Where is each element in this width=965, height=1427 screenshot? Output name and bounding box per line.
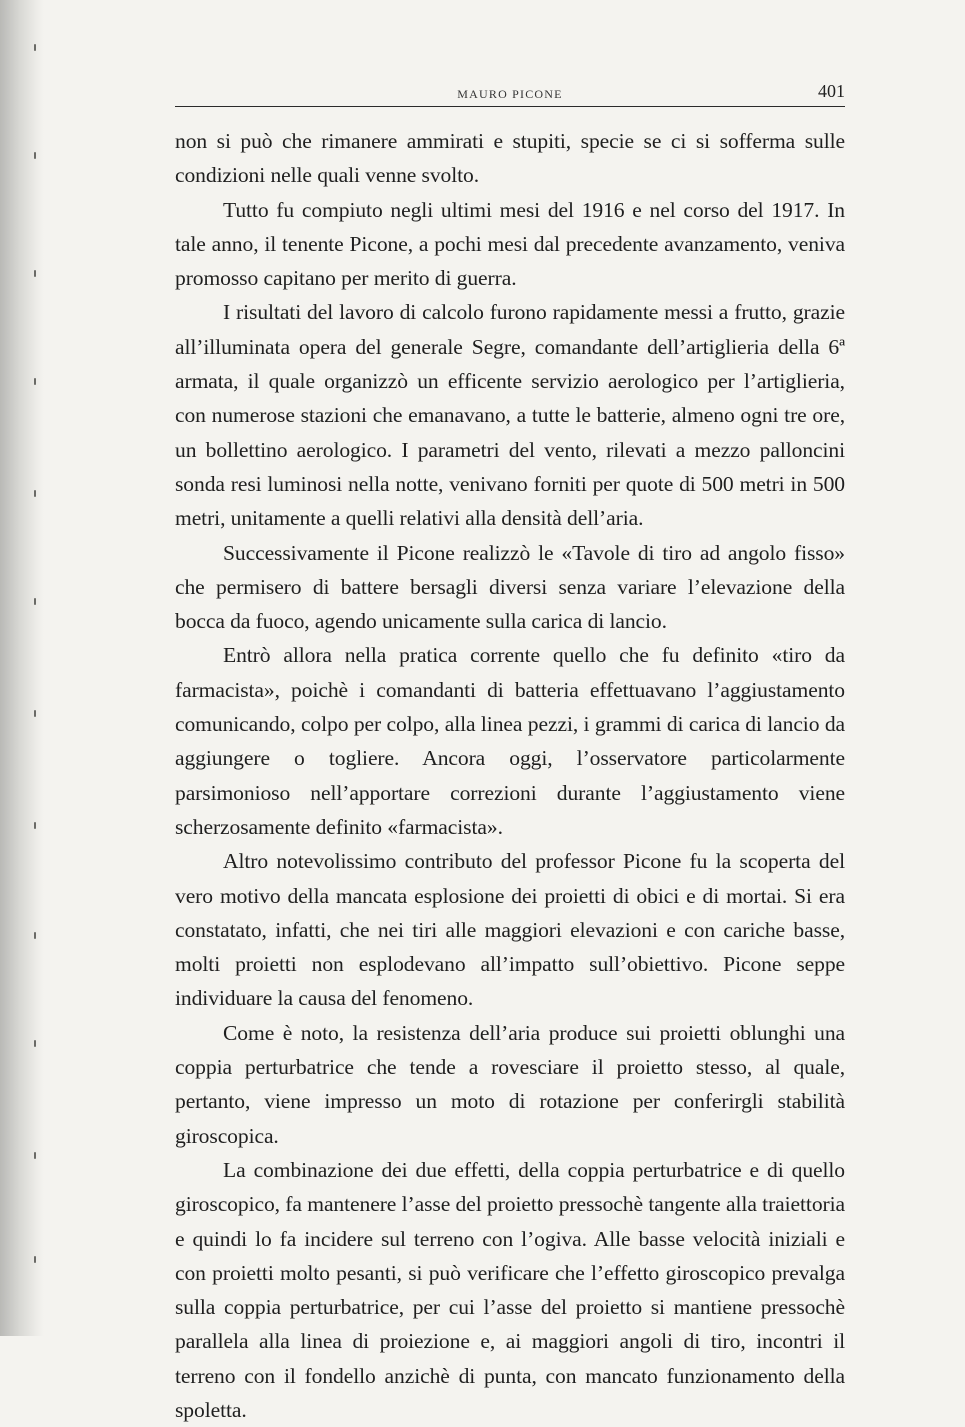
body-text — [175, 124, 845, 1427]
running-header — [175, 78, 845, 107]
paragraph-1: non si può che rimanere ammirati e stupiti, specie se ci si sofferma sulle condizioni nelle quali venne svolto. — [175, 129, 845, 188]
paragraph-2: Tutto fu compiuto negli ultimi mesi del 1916 e nel corso del 1917. In tale anno, il tenente Picone, a pochi mesi dal precedente avanzamento, veniva promosso capitano per merito di guerra. — [175, 197, 845, 291]
paragraph-5: Entrò allora nella pratica corrente quello che fu definito «tiro da farmacista», poichè i comandanti di batteria effettuavano l’aggiustamento comunicando, colpo per colpo, alla linea pezzi, i grammi di carica di lancio da aggiungere o togliere. Ancora oggi, l’osservatore particolarmente parsimonioso nell’apportare correzioni durante l’aggiustamento viene scherzosamente definito «farmacista». — [175, 643, 845, 839]
paragraph-6: Altro notevolissimo contributo del professor Picone fu la scoperta del vero motivo della mancata esplosione dei proietti di obici e di mortai. Si era constatato, infatti, che nei tiri alle maggiori elevazioni e con cariche basse, molti proietti non esplodevano all’impatto sull’obiettivo. Picone seppe individuare la causa del fenomeno. — [175, 849, 845, 1011]
paragraph-3: I risultati del lavoro di calcolo furono rapidamente messi a frutto, grazie all’illuminata opera del generale Segre, comandante dell’artiglieria della 6ª armata, il quale organizzò un efficente servizio aerologico per l’artiglieria, con numerose stazioni che emanavano, a tutte le batterie, almeno ogni tre ore, un bollettino aerologico. I parametri del vento, rilevati a mezzo palloncini sonda resi luminosi nella notte, venivano forniti per quote di 500 metri in 500 metri, unitamente a quelli relativi alla densità dell’aria. — [175, 300, 845, 531]
running-title: MAURO PICONE — [457, 87, 563, 101]
paragraph-8: La combinazione dei due effetti, della coppia perturbatrice e di quello giroscopico, fa mantenere l’asse del proietto pressochè tangente alla traiettoria e quindi lo fa incidere sul terreno con l’ogiva. Alle basse velocità iniziali e con proietti molto pesanti, si può verificare che l’effetto giroscopico prevalga sulla coppia perturbatrice, per cui l’asse del proietto si mantiene pressochè parallela alla linea di proiezione e, ai maggiori angoli di tiro, incontri il terreno con il fondello anzichè di punta, con mancato funzionamento della spoletta. — [175, 1157, 845, 1422]
page-number: 401 — [818, 81, 845, 101]
paragraph-7: Come è noto, la resistenza dell’aria produce sui proietti oblunghi una coppia perturbatrice che tende a rovesciare il proietto stesso, al quale, pertanto, viene impresso un moto di rotazione per conferirgli stabilità giroscopica. — [175, 1020, 845, 1148]
paragraph-4: Successivamente il Picone realizzò le «Tavole di tiro ad angolo fisso» che permisero di battere bersagli diversi senza variare l’elevazione della bocca da fuoco, agendo unicamente sulla carica di lancio. — [175, 540, 845, 634]
binding-gutter-shadow — [0, 0, 44, 1336]
